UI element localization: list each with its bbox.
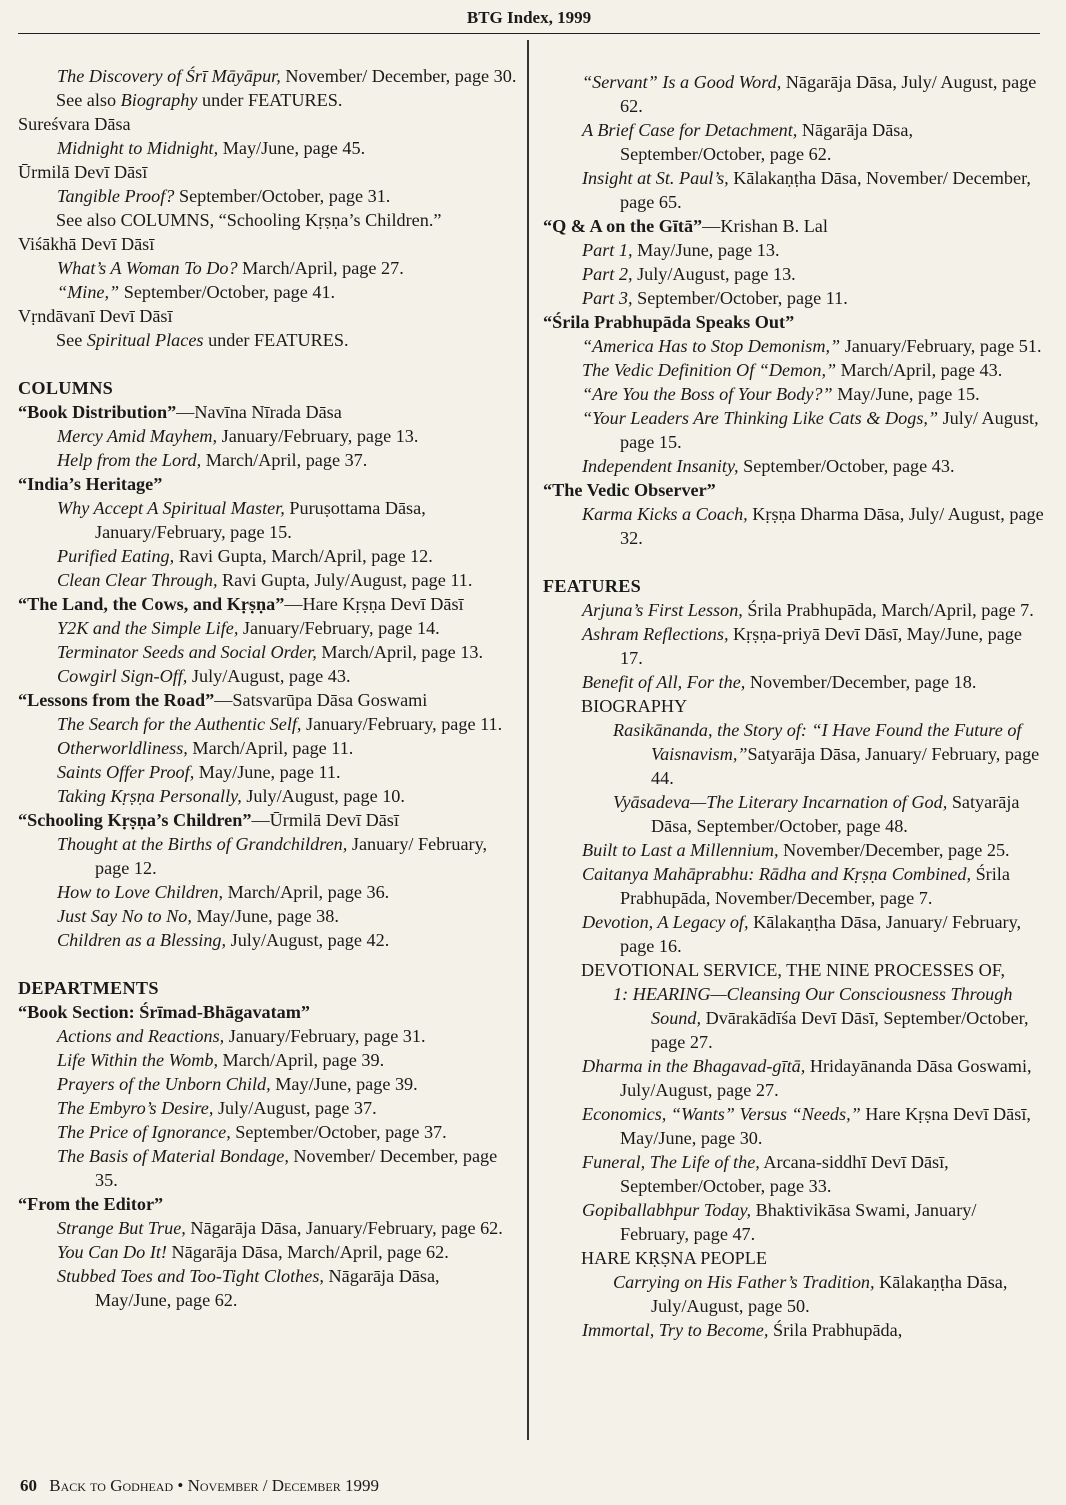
subcategory-heading: DEVOTIONAL SERVICE, THE NINE PROCESSES OF, xyxy=(581,960,1006,980)
index-entry: Rasikānanda, the Story of: “I Have Found the Future of Vaisnavism,”Satyarāja Dāsa, January/ February, page 44. xyxy=(613,720,1040,788)
issue-date: November / December 1999 xyxy=(187,1476,379,1495)
index-entry: “Your Leaders Are Thinking Like Cats & Dogs,” July/ August, page 15. xyxy=(582,408,1039,452)
index-entry: Part 1, May/June, page 13. xyxy=(582,240,780,260)
index-entry: Insight at St. Paul’s, Kālakaṇṭha Dāsa, November/ December, page 65. xyxy=(582,168,1031,212)
series-title: “Q & A on the Gītā”—Krishan B. Lal xyxy=(543,216,828,236)
index-entry: Vyāsadeva—The Literary Incarnation of God, Satyarāja Dāsa, September/October, page 48. xyxy=(613,792,1020,836)
index-entry: Purified Eating, Ravi Gupta, March/April, page 12. xyxy=(57,546,433,566)
index-entry: The Basis of Material Bondage, November/ December, page 35. xyxy=(57,1146,498,1190)
section-heading-departments: DEPARTMENTS xyxy=(18,978,159,998)
index-entry: Benefit of All, For the, November/December, page 18. xyxy=(582,672,977,692)
index-entry: Taking Kṛṣṇa Personally, July/August, page 10. xyxy=(57,786,405,806)
index-entry: Immortal, Try to Become, Śrila Prabhupāda, xyxy=(582,1320,903,1340)
index-entry: 1: HEARING—Cleansing Our Consciousness Through Sound, Dvārakādīśa Devī Dāsī, September/October, page 27. xyxy=(613,984,1029,1052)
series-title: “Book Section: Śrīmad-Bhāgavatam” xyxy=(18,1002,311,1022)
index-entry: Cowgirl Sign-Off, July/August, page 43. xyxy=(57,666,351,686)
running-head: BTG Index, 1999 xyxy=(18,8,1040,34)
index-entry: Strange But True, Nāgarāja Dāsa, January/February, page 62. xyxy=(57,1218,503,1238)
section-heading-features: FEATURES xyxy=(543,576,642,596)
index-entry: Why Accept A Spiritual Master, Puruṣottama Dāsa, January/February, page 15. xyxy=(57,498,426,542)
index-entry: Terminator Seeds and Social Order, March/April, page 13. xyxy=(57,642,484,662)
index-entry: Built to Last a Millennium, November/December, page 25. xyxy=(582,840,1010,860)
series-title: “The Vedic Observer” xyxy=(543,480,716,500)
index-entry: The Embyro’s Desire, July/August, page 37. xyxy=(57,1098,377,1118)
index-entry: Economics, “Wants” Versus “Needs,” Hare Kṛṣna Devī Dāsī, May/June, page 30. xyxy=(582,1104,1031,1148)
index-entry: The Vedic Definition Of “Demon,” March/April, page 43. xyxy=(582,360,1003,380)
index-entry: Funeral, The Life of the, Arcana-siddhī Devī Dāsī, September/October, page 33. xyxy=(582,1152,949,1196)
column-divider xyxy=(527,40,529,1440)
see-also: See also COLUMNS, “Schooling Kṛṣṇa’s Children.” xyxy=(56,210,442,230)
index-entry: Life Within the Womb, March/April, page 39. xyxy=(57,1050,385,1070)
series-title: “The Land, the Cows, and Kṛṣṇa”—Hare Kṛṣṇa Devī Dāsī xyxy=(18,594,464,614)
index-entry: Saints Offer Proof, May/June, page 11. xyxy=(57,762,341,782)
magazine-name: Back to Godhead xyxy=(49,1476,174,1495)
subcategory-heading: HARE KṚṢNA PEOPLE xyxy=(581,1248,767,1268)
index-entry: Carrying on His Father’s Tradition, Kālakaṇṭha Dāsa, July/August, page 50. xyxy=(613,1272,1008,1316)
index-entry: Independent Insanity, September/October, page 43. xyxy=(582,456,955,476)
index-entry: Ashram Reflections, Kṛṣṇa-priyā Devī Dāsī, May/June, page 17. xyxy=(582,624,1022,668)
index-entry: Help from the Lord, March/April, page 37. xyxy=(57,450,368,470)
index-entry: The Price of Ignorance, September/October, page 37. xyxy=(57,1122,447,1142)
see-also: See also Biography under FEATURES. xyxy=(56,90,343,110)
index-entry: Stubbed Toes and Too-Tight Clothes, Nāgarāja Dāsa, May/June, page 62. xyxy=(57,1266,440,1310)
author-name: Vṛndāvanī Devī Dāsī xyxy=(18,306,173,326)
series-title: “Book Distribution”—Navīna Nīrada Dāsa xyxy=(18,402,342,422)
author-name: Sureśvara Dāsa xyxy=(18,114,131,134)
subcategory-heading: BIOGRAPHY xyxy=(581,696,688,716)
index-entry: Karma Kicks a Coach, Kṛṣṇa Dharma Dāsa, July/ August, page 32. xyxy=(582,504,1044,548)
series-title: “From the Editor” xyxy=(18,1194,164,1214)
index-entry: Actions and Reactions, January/February, page 31. xyxy=(57,1026,426,1046)
index-entry: A Brief Case for Detachment, Nāgarāja Dāsa, September/October, page 62. xyxy=(582,120,913,164)
series-title: “Śrila Prabhupāda Speaks Out” xyxy=(543,312,795,332)
index-entry: Tangible Proof? September/October, page 31. xyxy=(57,186,391,206)
index-entry: Y2K and the Simple Life, January/February, page 14. xyxy=(57,618,440,638)
left-column xyxy=(18,64,518,1312)
page-number: 60 xyxy=(20,1476,37,1495)
author-name: Viśākhā Devī Dāsī xyxy=(18,234,155,254)
index-entry: Part 3, September/October, page 11. xyxy=(582,288,848,308)
index-entry: Children as a Blessing, July/August, page 42. xyxy=(57,930,390,950)
index-entry: Thought at the Births of Grandchildren, January/ February, page 12. xyxy=(57,834,488,878)
right-column xyxy=(543,70,1048,1342)
index-entry: The Search for the Authentic Self, January/February, page 11. xyxy=(57,714,503,734)
index-entry: How to Love Children, March/April, page 36. xyxy=(57,882,390,902)
index-entry: Otherworldliness, March/April, page 11. xyxy=(57,738,354,758)
index-entry: Part 2, July/August, page 13. xyxy=(582,264,796,284)
section-heading-columns: COLUMNS xyxy=(18,378,114,398)
index-entry: “America Has to Stop Demonism,” January/February, page 51. xyxy=(582,336,1042,356)
index-entry: Mercy Amid Mayhem, January/February, page 13. xyxy=(57,426,419,446)
index-entry: What’s A Woman To Do? March/April, page 27. xyxy=(57,258,404,278)
series-title: “Schooling Kṛṣṇa’s Children”—Ūrmilā Devī Dāsī xyxy=(18,810,399,830)
index-entry: Dharma in the Bhagavad-gītā, Hridayānanda Dāsa Goswami, July/August, page 27. xyxy=(582,1056,1032,1100)
see-also: See Spiritual Places under FEATURES. xyxy=(56,330,349,350)
index-entry: The Discovery of Śrī Māyāpur, November/ December, page 30. xyxy=(57,66,517,86)
index-entry: Just Say No to No, May/June, page 38. xyxy=(57,906,339,926)
footer-bullet: • xyxy=(177,1476,184,1495)
series-title: “Lessons from the Road”—Satsvarūpa Dāsa Goswami xyxy=(18,690,428,710)
index-entry: Devotion, A Legacy of, Kālakaṇṭha Dāsa, January/ February, page 16. xyxy=(582,912,1022,956)
index-entry: Caitanya Mahāprabhu: Rādha and Kṛṣṇa Combined, Śrila Prabhupāda, November/December, page 7. xyxy=(582,864,1010,908)
page-footer xyxy=(20,1476,379,1496)
index-entry: You Can Do It! Nāgarāja Dāsa, March/April, page 62. xyxy=(57,1242,449,1262)
index-entry: Midnight to Midnight, May/June, page 45. xyxy=(57,138,366,158)
index-entry: “Mine,” September/October, page 41. xyxy=(57,282,336,302)
index-entry: Clean Clear Through, Ravi Gupta, July/August, page 11. xyxy=(57,570,473,590)
index-entry: Arjuna’s First Lesson, Śrila Prabhupāda, March/April, page 7. xyxy=(582,600,1034,620)
index-entry: “Are You the Boss of Your Body?” May/June, page 15. xyxy=(582,384,980,404)
author-name: Ūrmilā Devī Dāsī xyxy=(18,162,148,182)
index-entry: Gopiballabhpur Today, Bhaktivikāsa Swami, January/ February, page 47. xyxy=(582,1200,977,1244)
series-title: “India’s Heritage” xyxy=(18,474,163,494)
index-entry: Prayers of the Unborn Child, May/June, page 39. xyxy=(57,1074,418,1094)
index-entry: “Servant” Is a Good Word, Nāgarāja Dāsa, July/ August, page 62. xyxy=(582,72,1037,116)
